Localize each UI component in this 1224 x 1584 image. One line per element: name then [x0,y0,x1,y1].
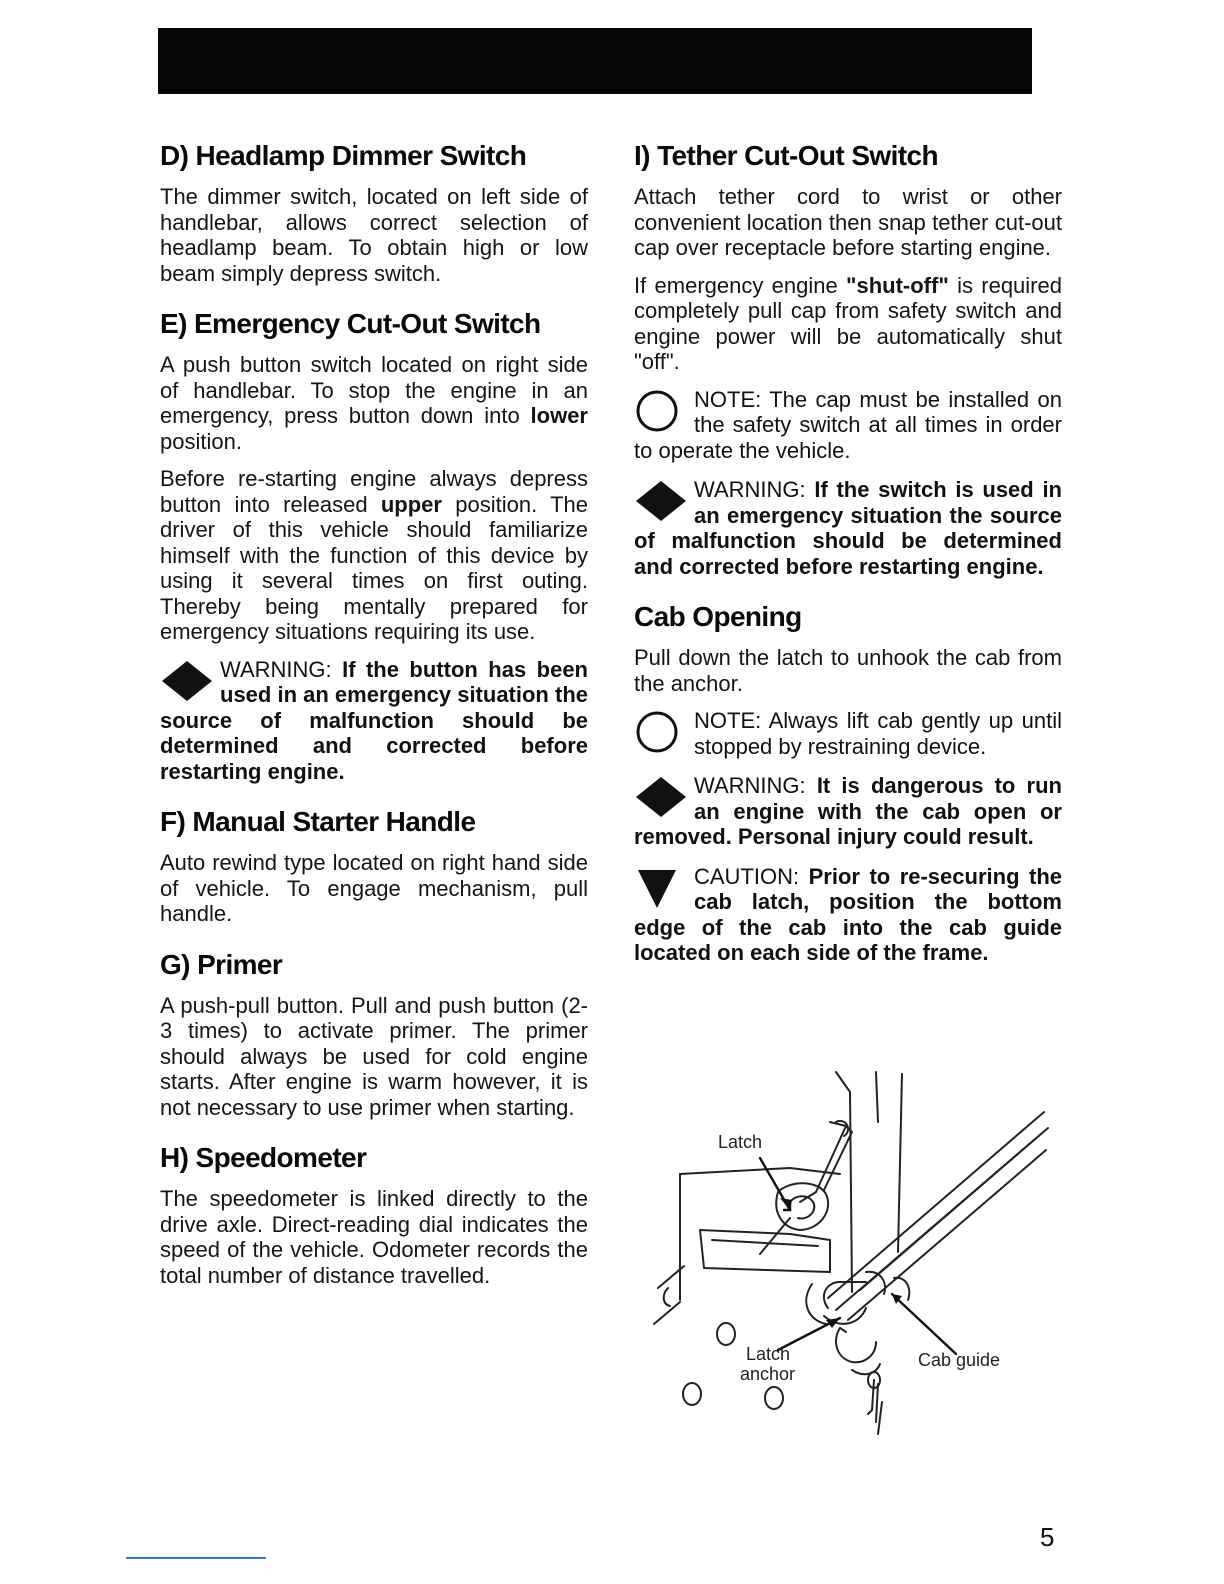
latch-drawing [640,1062,1060,1442]
section-cab-opening [634,599,1062,966]
note-text: Always lift cab gently up until stopped by restraining device. [694,708,1062,759]
note-notice [634,387,1062,464]
paragraph [634,273,1062,375]
section-heading: Cab Opening [634,601,802,632]
section-primer [160,947,588,1121]
caution-text: Prior to re-securing the cab latch, position the bottom edge of the cab into the cab guide located on each side of the frame. [634,863,1062,965]
warning-label: WARNING: [220,656,343,682]
text-run-bold: lower [530,403,588,428]
right-column [634,138,1062,986]
note-text: The cap must be installed on the safety switch at all times in order to operate the vehicle. [634,386,1062,463]
left-column [160,138,588,1308]
caution-triangle-icon [634,864,690,910]
text-run: is required completely pull cap from safety switch and engine power will be automatically shut "off". [634,272,1062,374]
warning-diamond-icon [634,477,690,523]
warning-text: If the button has been used in an emergency situation the source of malfunction should be determined and corrected before restarting engine. [160,656,588,784]
paragraph: Auto rewind type located on right hand side of vehicle. To engage mechanism, pull handle. [160,850,588,926]
warning-notice [634,773,1062,850]
text-run: position. [160,428,242,454]
header-bar [158,28,1032,94]
note-circle-icon [634,387,690,433]
section-speedometer [160,1140,588,1288]
warning-diamond-icon [634,773,690,819]
note-notice [634,708,1062,759]
footer-rule [126,1557,266,1559]
section-heading: G) Primer [160,948,283,980]
caution-notice [634,864,1062,966]
warning-label: WARNING: [694,477,815,502]
warning-text: It is dangerous to run an engine with the cab open or removed. Personal injury could result. [634,773,1062,849]
cab-latch-illustration [640,1062,1060,1442]
section-heading: E) Emergency Cut-Out Switch [160,308,541,339]
figure-label-latch-anchor-line1: Latch [746,1344,791,1364]
warning-text: If the switch is used in an emergency situation the source of malfunction should be determined and corrected before restarting engine. [634,477,1062,579]
section-heading: F) Manual Starter Handle [160,806,476,837]
figure-label-latch: Latch [718,1132,763,1152]
paragraph [160,352,588,454]
paragraph: The speedometer is linked directly to the drive axle. Direct-reading dial indicates the speed of the vehicle. Odometer records the total number of distance travelled. [160,1186,588,1288]
caution-label: CAUTION: [694,863,809,889]
page-number: 5 [1040,1522,1055,1552]
section-heading: H) Speedometer [160,1142,367,1173]
warning-diamond-icon [160,657,216,703]
section-headlamp-dimmer [160,138,588,286]
note-circle-icon [634,708,690,754]
warning-notice [634,477,1062,579]
section-manual-starter [160,804,588,927]
note-label: NOTE: [694,708,769,733]
warning-notice [160,657,588,785]
text-run: position. The driver of this vehicle should familiarize himself with the function of this device by using it several times on first outing. Thereby being mentally prepared for emergency situations requiring its use. [160,491,588,644]
text-run: Before re-starting engine always depress button into released [160,466,588,517]
paragraph: A push-pull button. Pull and push button (2-3 times) to activate primer. The primer should always be used for cold engine starts. After engine is warm however, it is not necessary to use primer when starting. [160,992,588,1120]
note-label: NOTE: [694,386,770,412]
text-run-bold: upper [380,491,442,517]
section-tether-cutout [634,138,1062,579]
figure-label-cab-guide: Cab guide [918,1350,1001,1370]
text-run: A push button switch located on right side of handlebar. To stop the engine in an emergency, press button down into [160,352,588,428]
paragraph: Attach tether cord to wrist or other convenient location then snap tether cut-out cap over receptacle before starting engine. [634,184,1062,260]
paragraph: The dimmer switch, located on left side of handlebar, allows correct selection of headlamp beam. To obtain high or low beam simply depress switch. [160,184,588,286]
section-heading: I) Tether Cut-Out Switch [634,140,938,171]
paragraph: Pull down the latch to unhook the cab from the anchor. [634,645,1062,696]
warning-label: WARNING: [694,773,817,798]
section-heading: D) Headlamp Dimmer Switch [160,140,527,171]
section-emergency-cutout [160,306,588,784]
paragraph [160,466,588,645]
text-run-bold: "shut-off" [846,272,949,298]
text-run: If emergency engine [634,272,847,298]
figure-label-latch-anchor-line2: anchor [740,1364,796,1384]
